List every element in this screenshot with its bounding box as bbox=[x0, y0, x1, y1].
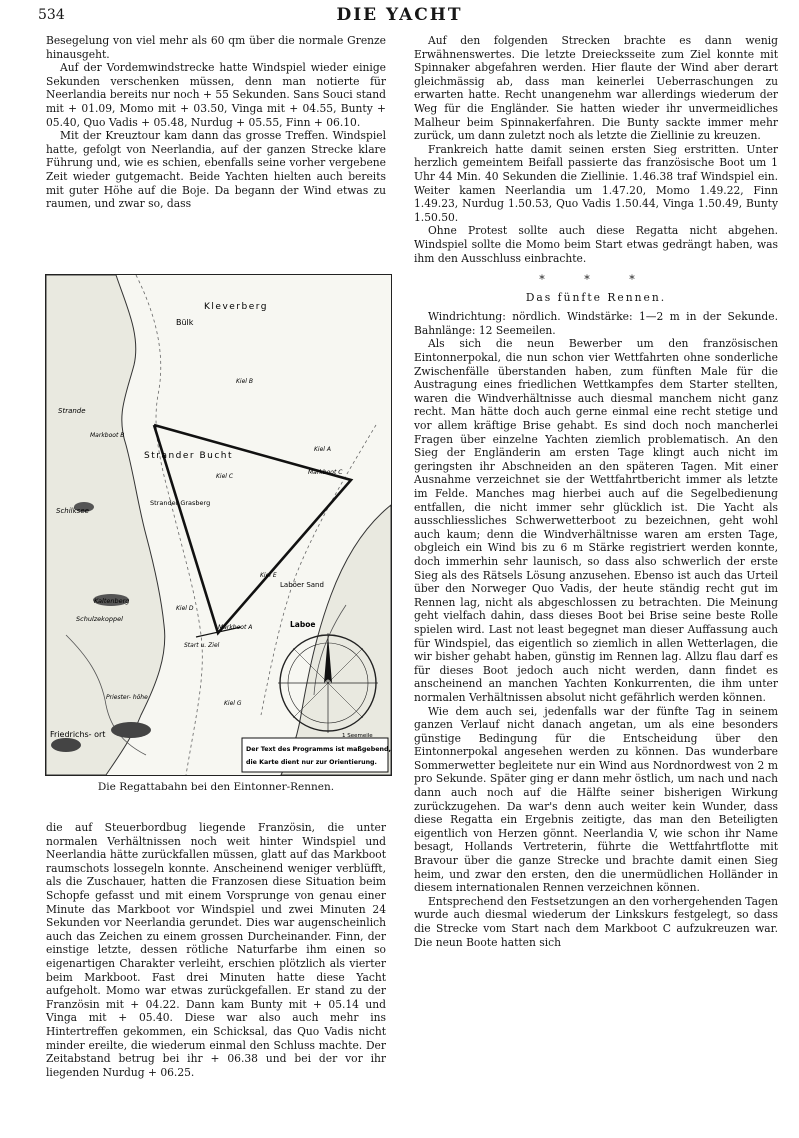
label-schilksee: Schilksee bbox=[56, 507, 89, 515]
paragraph: Auf der Vordemwindstrecke hatte Windspiel wieder einige Sekunden verschenken müssen, denn man notierte für Neerlandia bereits nur noch + 55 Sekunden. Sans Souci stand mit + 01.09, Momo mit + 03.50, Vinga mit + 04.55, Bunty + 05.40, Quo Vadis + 05.48, Nurdug + 05.55, Finn + 06.10. bbox=[46, 61, 386, 129]
label-schulzekoppel: Schulzekoppel bbox=[76, 615, 123, 623]
label-laboe: Laboe bbox=[290, 620, 316, 629]
label-markboot-c: Markboot C bbox=[308, 469, 343, 476]
paragraph: Mit der Kreuztour kam dann das grosse Treffen. Windspiel hatte, gefolgt von Neerlandia, auf der ganzen Strecke klare Führung und, wie es schien, ebenfalls seine vorher vergebene Zeit wieder gutgemacht. Beide Yachten hielten auch bereits mit guter Höhe auf die Boje. Da begann der Wind etwas zu raumen, und zwar so, dass bbox=[46, 129, 386, 211]
section-title: Das fünfte Rennen. bbox=[525, 290, 667, 304]
paragraph: die auf Steuerbordbug liegende Französin, die unter normalen Verhältnissen noch weit hinter Windspiel und Neerlandia hätte zurückfallen müssen, glatt auf das Markboot raumschots lossegeln konnte. Anscheinend weniger verblüfft, als die Zuschauer, hatten die Franzosen diese Situation beim Schopfe gefasst und mit einem Vorsprunge von genau einer Minute das Markboot vor Windspiel und zwei Minuten 24 Sekunden vor Neerlandia gerundet. Dies war augenscheinlich auch das Zeichen zu einem grossen Durcheinander. Finn, der einstige letzte, dessen rötliche Naturfarbe ihm einen so eigenartigen Charakter verleiht, erschien plötzlich als vierter beim Markboot. Fast drei Minuten hatte diese Yacht aufgeholt. Momo war etwas zurückgefallen. Er stand zu der Französin mit + 04.22. Dann kam Bunty mit + 05.14 und Vinga mit + 05.40. Diese war also auch mehr ins Hintertreffen gekommen, ein Schicksal, das Quo Vadis nicht minder ereilte, die wiederum einmal den Schluss machte. Der Zeitabstand betrug bei ihr + 06.38 und bei der vor ihr liegenden Nurdug + 06.25. bbox=[46, 821, 386, 1079]
regatta-map bbox=[45, 274, 392, 776]
label-seemeile: 1 Seemeile bbox=[342, 733, 373, 739]
left-column-top bbox=[46, 34, 386, 211]
page-number: 534 bbox=[38, 7, 65, 23]
forest bbox=[111, 722, 151, 738]
running-head: DIE YACHT bbox=[336, 5, 463, 25]
label-kiel-d: Kiel D bbox=[176, 605, 194, 612]
label-strander-bucht: Strander Bucht bbox=[144, 451, 234, 461]
section-divider: * * * bbox=[539, 273, 653, 287]
forest bbox=[51, 738, 81, 752]
label-markboot-a: Markboot A bbox=[218, 624, 253, 631]
map-caption: Die Regattabahn bei den Eintonner-Rennen. bbox=[97, 781, 335, 793]
label-bulk: Bülk bbox=[176, 318, 194, 327]
label-kiel-e: Kiel E bbox=[260, 572, 277, 579]
east-coast bbox=[281, 505, 391, 775]
label-friedrichsort: Friedrichs- ort bbox=[50, 730, 106, 739]
label-strander-grasberg: Strander Grasberg bbox=[150, 499, 211, 507]
paragraph: Auf den folgenden Strecken brachte es dann wenig Erwähnenswertes. Die letzte Dreiecksseite zum Ziel konnte mit Spinnaker abgefahren werden. Hier flaute der Wind aber derart gleichmässig ab, dass man keinerlei Ueberraschungen zu erwarten hatte. Recht unangenehm war allerdings wiederum der Weg für die Engländer. Sie hatten wieder ihr unvermeidliches Malheur beim Spinnakerfahren. Die Bunty sackte immer mehr zurück, um dann zuletzt noch als letzte die Ziellinie zu kreuzen. bbox=[414, 34, 778, 143]
paragraph: Entsprechend den Festsetzungen an den vorhergehenden Tagen wurde auch diesmal wiederum der Linkskurs festgelegt, so dass die Strecke vom Start nach dem Markboot C aufzukreuzen war. Die neun Boote hatten sich bbox=[414, 894, 778, 949]
label-start-ziel: Start u. Ziel bbox=[184, 642, 220, 649]
legend-box bbox=[242, 738, 388, 772]
legend-line-2: die Karte dient nur zur Orientierung. bbox=[246, 759, 377, 766]
label-kiel-g: Kiel G bbox=[224, 700, 242, 707]
paragraph: Als sich die neun Bewerber um den französischen Eintonnerpokal, die nun schon vier Wettfahrten ohne sonderliche Zwischenfälle überstanden haben, zum fünften Male für die Austragung eines friedlichen Wettkampfes dem Starter stellten, waren die Windverhältnisse auch diesmal manchem nicht ganz recht. Man hätte doch auch gerne einmal eine recht stetige und vor allem kräftige Brise gehabt. Es sind doch noch mancherlei Fragen über einzelne Yachten ziemlich problematisch. An den Sieg der Engländerin am ersten Tage klingt auch nicht im geringsten ihr Abschneiden an den späteren Tagen. Mit einer Ausnahme verzeichnet sie der Wettfahrtbericht immer als letzte im Felde. Manches mag hierbei auch auf die Segelbedienung entfallen, die nicht immer sehr glücklich ist. Die Yacht als ausschliessliches Schwerwetterboot zu bezeichnen, geht wohl auch kaum; denn die Windverhältnisse waren am ersten Tage, obgleich ein Wind bis zu 6 m Stärke registriert werden konnte, doch immerhin sehr launisch, so dass also schwerlich der erste Sieg als des Rätsels Lösung anzusehen. Ebenso ist auch das Urteil über den Norweger Quo Vadis, der heute ständig recht gut im Rennen lag, nicht als abgeschlossen zu betrachten. Die Meinung geht vielfach dahin, dass dieses Boot bei Brise seine beste Rolle spielen wird. Last not least begegnet man dieser Auffassung auch für Windspiel, das eigentlich so ziemlich in allen Wetterlagen, die wir bisher gehabt haben, günstig im Rennen lag. Allzu flau darf es für dieses Boot jedoch auch nicht werden, dann findet es anscheinend an manchen Yachten Konkurrenten, die ihm unter normalen Verhältnissen absolut nicht gefährlich werden können. bbox=[414, 337, 778, 704]
label-strande: Strande bbox=[58, 407, 86, 415]
label-kiel-b: Kiel B bbox=[236, 378, 253, 385]
label-priesterhoehe: Priester- höhe bbox=[106, 694, 148, 701]
paragraph: Frankreich hatte damit seinen ersten Sieg erstritten. Unter herzlich gemeintem Beifall passierte das französische Boot um 1 Uhr 44 Min. 40 Sekunden die Ziellinie. 1.46.38 traf Windspiel ein. Weiter kamen Neerlandia um 1.47.20, Momo 1.49.22, Finn 1.49.23, Nurdug 1.50.53, Quo Vadis 1.50.44, Vinga 1.50.49, Bunty 1.50.50. bbox=[414, 142, 778, 224]
legend-line-1: Der Text des Programms ist maßgebend, bbox=[246, 746, 391, 753]
left-column-bottom bbox=[46, 821, 386, 1079]
label-markboot-b: Markboot B bbox=[90, 432, 125, 439]
label-kaltenberg: Kaltenberg bbox=[94, 597, 130, 605]
label-kiel-a: Kiel A bbox=[314, 446, 331, 453]
paragraph: Windrichtung: nördlich. Windstärke: 1—2 m in der Sekunde. Bahnlänge: 12 Seemeilen. bbox=[414, 310, 778, 337]
label-laboer-sand: Laböer Sand bbox=[280, 581, 324, 589]
paragraph: Besegelung von viel mehr als 60 qm über die normale Grenze hinausgeht. bbox=[46, 34, 386, 61]
label-kiel-c: Kiel C bbox=[216, 473, 234, 480]
right-column bbox=[414, 34, 778, 949]
label-kleverberg: Kleverberg bbox=[204, 302, 269, 312]
paragraph: Wie dem auch sei, jedenfalls war der fünfte Tag in seinem ganzen Verlauf nicht danach angetan, um als eine besonders günstige Bedingung für die Entscheidung über den Eintonnerpokal angesehen werden zu können. Das wunderbare Sommerwetter begleitete nur ein Wind aus Nordnordwest von 2 m pro Sekunde. Später ging er dann mehr östlich, um nach und nach dann auch noch auf die Hälfte seiner bisherigen Wirkung zurückzugehen. Da war's denn auch weiter kein Wunder, dass diese Regatta ein Ergebnis zeitigte, das man den Beteiligten eigentlich von Herzen gönnt. Neerlandia V, wie schon ihr Name besagt, Hollands Vertreterin, führte die Wettfahrtflotte mit Bravour über die ganze Strecke und brachte damit einen Sieg heim, und zwar den ersten, den die unermüdlichen Holländer in diesem internationalen Rennen verzeichnen können. bbox=[414, 704, 778, 895]
paragraph: Ohne Protest sollte auch diese Regatta nicht abgehen. Windspiel sollte die Momo beim Start etwas gedrängt haben, was ihm den Ausschluss einbrachte. bbox=[414, 224, 778, 265]
compass-rose bbox=[278, 633, 378, 733]
map-drawing bbox=[46, 275, 391, 775]
